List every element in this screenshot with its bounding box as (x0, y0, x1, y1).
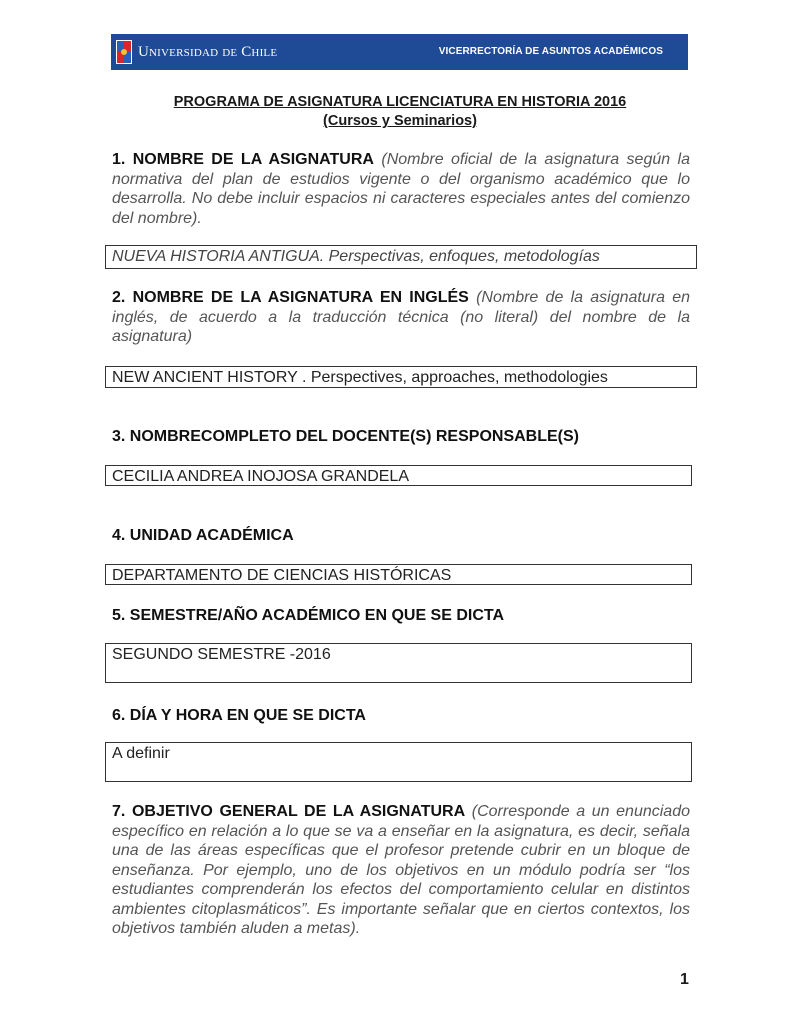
document-title: PROGRAMA DE ASIGNATURA LICENCIATURA EN HISTORIA 2016 (173, 94, 627, 110)
section-7 (112, 802, 690, 939)
section-3-heading: 3. NOMBRECOMPLETO DEL DOCENTE(S) RESPONSABLE(S) (112, 428, 579, 445)
section-4-heading: 4. UNIDAD ACADÉMICA (112, 527, 294, 544)
section-6-value-box: A definir (105, 742, 692, 782)
office-name: VICERRECTORÍA DE ASUNTOS ACADÉMICOS (438, 46, 663, 57)
section-3-value-box: CECILIA ANDREA INOJOSA GRANDELA (105, 465, 692, 486)
section-6 (112, 706, 690, 726)
section-2-heading: 2. NOMBRE DE LA ASIGNATURA EN INGLÉS (112, 289, 469, 306)
section-5-value-box: SEGUNDO SEMESTRE -2016 (105, 643, 692, 683)
section-1-description: (Nombre oficial de la asignatura según la normativa del plan de estudios vigente o del organismo académico que lo desarrolla. No debe incluir espacios ni caracteres especiales antes del comienzo del nombre). (112, 151, 691, 227)
header-banner (111, 34, 688, 70)
section-7-heading: 7. OBJETIVO GENERAL DE LA ASIGNATURA (112, 803, 466, 820)
section-2-description: (Nombre de la asignatura en inglés, de acuerdo a la traducción técnica (no literal) del nombre de la asignatura) (112, 289, 690, 345)
section-3 (112, 427, 690, 447)
section-1 (112, 150, 690, 228)
section-7-description: (Corresponde a un enunciado específico en relación a lo que se va a enseñar en la asignatura, es decir, señala una de las áreas específicas que el profesor pretende cubrir en un bloque de enseñanza. Por ejemplo, uno de los objetivos en un módulo podría ser “los estudiantes comprenderán los efectos del comportamiento celular en distintos ambientes citoplasmáticos”. Es importante señalar que en ciertos contextos, los objetivos también aluden a metas). (112, 803, 690, 937)
university-crest-icon (115, 38, 133, 66)
section-5-heading: 5. SEMESTRE/AÑO ACADÉMICO EN QUE SE DICTA (112, 607, 505, 624)
section-5 (112, 606, 690, 626)
page-number: 1 (680, 971, 689, 988)
section-2 (112, 288, 690, 347)
section-4 (112, 526, 690, 546)
section-4-value-box: DEPARTAMENTO DE CIENCIAS HISTÓRICAS (105, 564, 692, 585)
section-6-heading: 6. DÍA Y HORA EN QUE SE DICTA (112, 707, 366, 724)
section-1-heading: 1. NOMBRE DE LA ASIGNATURA (112, 151, 374, 168)
section-2-value-box: NEW ANCIENT HISTORY . Perspectives, approaches, methodologies (105, 366, 697, 388)
university-name: Universidad de Chile (138, 44, 278, 60)
section-1-value-box: NUEVA HISTORIA ANTIGUA. Perspectivas, enfoques, metodologías (105, 245, 697, 269)
document-subtitle: (Cursos y Seminarios) (323, 113, 477, 129)
